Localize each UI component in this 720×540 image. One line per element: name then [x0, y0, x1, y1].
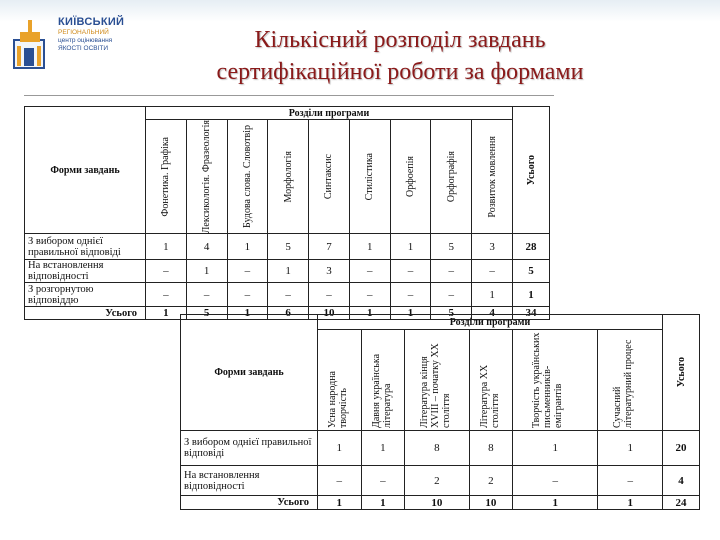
table-cell: – — [598, 466, 663, 496]
table-row — [25, 234, 550, 260]
table2-group-header: Розділи програми — [318, 315, 663, 330]
table2-row-label: На встановлення відповідності — [181, 466, 318, 496]
table-cell-total: 20 — [663, 431, 700, 466]
table-cell: 2 — [405, 466, 469, 496]
table-cell: – — [146, 260, 187, 283]
table-cell: – — [146, 283, 187, 307]
table-cell: 1 — [318, 431, 362, 466]
table-cell: 6 — [268, 307, 309, 320]
table1-total-header: Усього — [513, 107, 550, 234]
table-cell: 1 — [513, 496, 598, 510]
table-cell: 1 — [146, 234, 187, 260]
table1-col-header: Лексикологія. Фразеологія — [186, 120, 227, 234]
table-cell: 1 — [227, 234, 268, 260]
table-cell: – — [227, 283, 268, 307]
language-sections-table — [24, 106, 550, 320]
table2-col-header: Творчість українських письменників-емігрантів — [513, 330, 598, 431]
table1-col-header: Орфографія — [431, 120, 472, 234]
table-cell: 10 — [309, 307, 350, 320]
logo-line4: ЯКОСТІ ОСВІТИ — [58, 45, 109, 52]
title-line1: Кількісний розподіл завдань — [254, 27, 546, 53]
table-cell: 1 — [227, 307, 268, 320]
table-cell: 10 — [469, 496, 513, 510]
table-cell: 3 — [309, 260, 350, 283]
table-cell: – — [349, 283, 390, 307]
table-cell: 1 — [390, 234, 431, 260]
table2-total-header: Усього — [663, 315, 700, 431]
table-row — [25, 283, 550, 307]
table-row — [25, 260, 550, 283]
table-cell: 1 — [390, 307, 431, 320]
table1-col-header: Будова слова. Словотвір — [227, 120, 268, 234]
logo-line3: центр оцінювання — [58, 37, 113, 44]
table-cell: 3 — [472, 234, 513, 260]
table1-col-header: Розвиток мовлення — [472, 120, 513, 234]
table-cell: 8 — [405, 431, 469, 466]
table-cell: 5 — [186, 307, 227, 320]
title-divider — [24, 95, 554, 96]
table-cell: – — [349, 260, 390, 283]
table-cell: 1 — [186, 260, 227, 283]
page-title — [140, 24, 660, 88]
table-cell: – — [431, 260, 472, 283]
table1-sum-label: Усього — [25, 307, 146, 320]
table-cell: 1 — [361, 431, 405, 466]
table-cell: 1 — [598, 496, 663, 510]
table-cell: 1 — [146, 307, 187, 320]
table1-row-label: На встановлення відповідності — [25, 260, 146, 283]
table-cell: – — [390, 283, 431, 307]
table-cell: – — [472, 260, 513, 283]
table1-frame — [24, 106, 554, 320]
table-cell-total: 5 — [513, 260, 550, 283]
table-cell-total: 28 — [513, 234, 550, 260]
table-cell: – — [361, 466, 405, 496]
table-total-row — [181, 496, 700, 510]
table-cell: 5 — [268, 234, 309, 260]
table-cell: – — [309, 283, 350, 307]
table-cell-total: 4 — [663, 466, 700, 496]
table1-col-header: Стилістика — [349, 120, 390, 234]
title-line2: сертифікаційної роботи за формами — [216, 59, 584, 85]
table-cell: 7 — [309, 234, 350, 260]
table2-col-header: Усна народна творчість — [318, 330, 362, 431]
table2-row-label: З вибором однієї правильної відповіді — [181, 431, 318, 466]
logo — [8, 12, 158, 82]
table-row — [181, 466, 700, 496]
table1-corner: Форми завдань — [25, 107, 146, 234]
table-cell: – — [268, 283, 309, 307]
table-row — [181, 431, 700, 466]
table-cell: 5 — [431, 307, 472, 320]
table1-col-header: Синтаксис — [309, 120, 350, 234]
table-cell: – — [186, 283, 227, 307]
table2-corner: Форми завдань — [181, 315, 318, 431]
table-cell: 4 — [472, 307, 513, 320]
table-cell: – — [227, 260, 268, 283]
table-cell: 1 — [268, 260, 309, 283]
table2-col-header: Література XX століття — [469, 330, 513, 431]
literature-sections-table — [180, 314, 700, 510]
table2-col-header: Література кінця XVIII – початку XX століття — [405, 330, 469, 431]
table2-col-header: Давня українська література — [361, 330, 405, 431]
table-cell: – — [431, 283, 472, 307]
table-cell-total: 34 — [513, 307, 550, 320]
table-cell: 1 — [472, 283, 513, 307]
logo-emblem-icon — [12, 18, 52, 70]
table-cell-total: 24 — [663, 496, 700, 510]
table-cell: 1 — [349, 307, 390, 320]
table-cell: 1 — [318, 496, 362, 510]
table1-row-label: З розгорнутою відповіддю — [25, 283, 146, 307]
table1-col-header: Морфологія — [268, 120, 309, 234]
table-cell: 4 — [186, 234, 227, 260]
table-cell-total: 1 — [513, 283, 550, 307]
table-cell: 2 — [469, 466, 513, 496]
table2-frame — [180, 314, 710, 524]
table2-col-header: Сучасний літературний процес — [598, 330, 663, 431]
table-cell: 1 — [598, 431, 663, 466]
table-cell: 10 — [405, 496, 469, 510]
table1-col-header: Фонетика. Графіка — [146, 120, 187, 234]
table-cell: 5 — [431, 234, 472, 260]
table-cell: 1 — [349, 234, 390, 260]
table1-group-header: Розділи програми — [146, 107, 513, 120]
logo-line2: РЕГІОНАЛЬНИЙ — [58, 29, 109, 36]
table2-sum-label: Усього — [181, 496, 318, 510]
table-cell: 1 — [361, 496, 405, 510]
table-cell: – — [318, 466, 362, 496]
table1-row-label: З вибором однієї правильної відповіді — [25, 234, 146, 260]
table-cell: – — [513, 466, 598, 496]
table-cell: 8 — [469, 431, 513, 466]
logo-line1: КИЇВСЬКИЙ — [58, 16, 125, 28]
table-cell: 1 — [513, 431, 598, 466]
table1-col-header: Орфоепія — [390, 120, 431, 234]
table-cell: – — [390, 260, 431, 283]
